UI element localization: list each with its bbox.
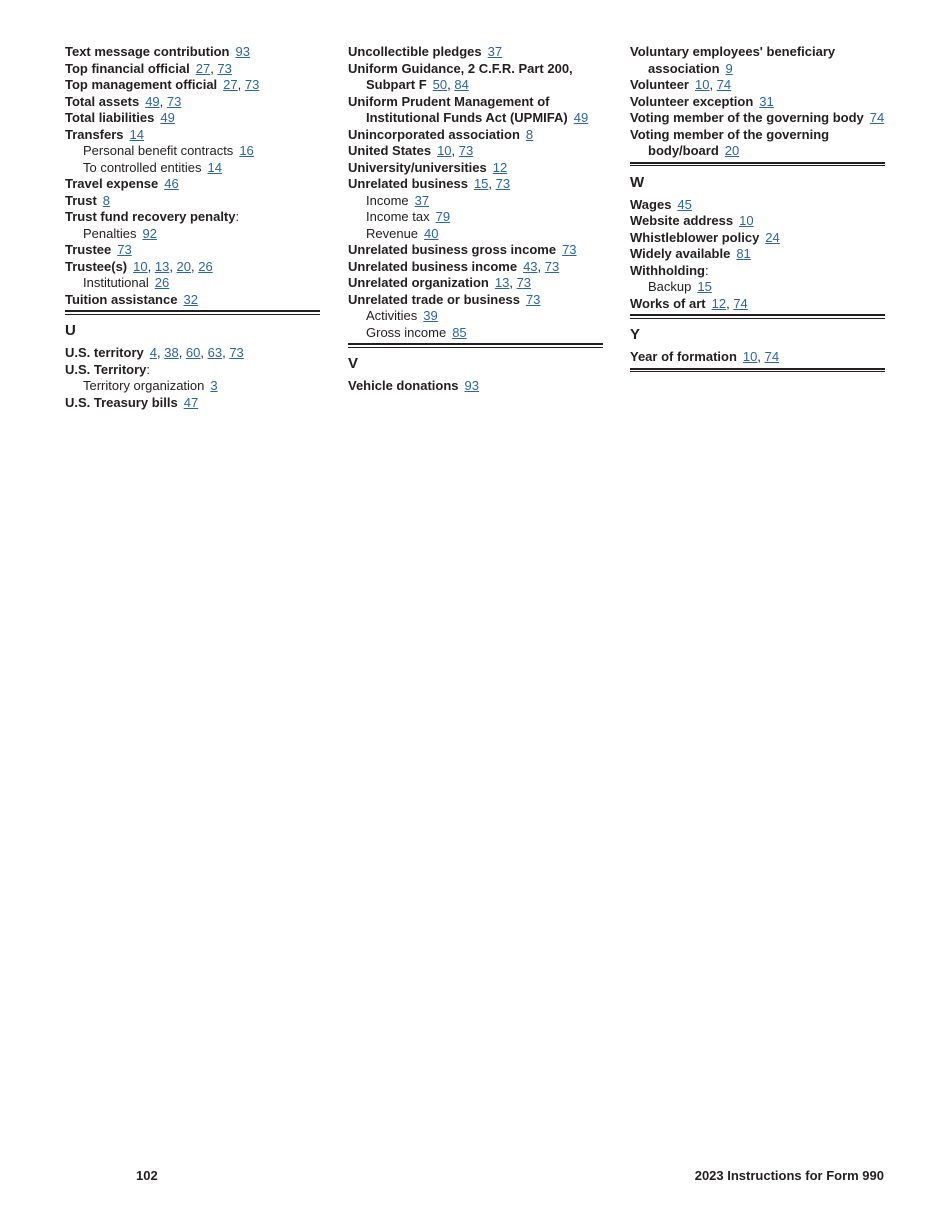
index-entry-u-s-treasury-bills bbox=[65, 395, 320, 412]
entry-term: Text message contribution bbox=[65, 44, 230, 59]
index-entry-tuition-assistance bbox=[65, 292, 320, 309]
entry-term: Transfers bbox=[65, 126, 124, 142]
entry-term: Trustee(s) bbox=[65, 258, 128, 274]
index-entry-trustee bbox=[65, 242, 320, 259]
page-link[interactable]: 12 bbox=[492, 159, 508, 175]
page-link[interactable]: 49 bbox=[160, 110, 175, 125]
page-link[interactable]: 73 bbox=[495, 176, 511, 191]
page-link[interactable]: 13 bbox=[154, 258, 170, 274]
index-column-1 bbox=[65, 44, 320, 411]
index-entry-university-universities bbox=[348, 160, 603, 177]
entry-term: Total assets bbox=[65, 93, 140, 109]
page-link[interactable]: 15 bbox=[697, 279, 712, 294]
page-number: 102 bbox=[136, 1168, 158, 1183]
page-link[interactable]: 79 bbox=[435, 209, 451, 224]
page-link[interactable]: 3 bbox=[210, 378, 218, 393]
section-rule bbox=[65, 310, 320, 318]
page-link[interactable]: 4 bbox=[149, 345, 157, 360]
entry-term: Tuition assistance bbox=[65, 291, 178, 307]
section-rule bbox=[348, 343, 603, 351]
page-link[interactable]: 63 bbox=[207, 345, 223, 360]
index-entry-voluntary-employees-beneficiary-association bbox=[630, 44, 885, 77]
entry-term: Trust bbox=[65, 192, 97, 208]
index-entry-whistleblower-policy bbox=[630, 230, 885, 247]
page-separator: , bbox=[709, 77, 717, 92]
index-subentry-revenue bbox=[348, 226, 603, 243]
page-link[interactable]: 14 bbox=[129, 126, 145, 142]
index-column-3 bbox=[630, 44, 885, 375]
page-link[interactable]: 43 bbox=[523, 258, 538, 274]
entry-term: Voluntary employees' beneficiary association bbox=[630, 44, 836, 76]
page-link[interactable]: 92 bbox=[142, 225, 157, 241]
page-link[interactable]: 60 bbox=[185, 345, 201, 360]
page-link[interactable]: 47 bbox=[183, 394, 199, 410]
entry-term: United States bbox=[348, 143, 432, 158]
page-link[interactable]: 26 bbox=[198, 258, 213, 274]
entry-term: University/universities bbox=[348, 159, 487, 175]
section-rule bbox=[630, 314, 885, 322]
entry-term: Withholding bbox=[630, 262, 705, 278]
index-entry-voting-member-of-the-governing-body bbox=[630, 110, 885, 127]
page-separator: , bbox=[726, 295, 734, 311]
entry-term: Unrelated trade or business bbox=[348, 291, 520, 307]
index-subentry-gross-income bbox=[348, 325, 603, 342]
index-entry-total-assets bbox=[65, 94, 320, 111]
page-link[interactable]: 26 bbox=[154, 275, 170, 290]
page-separator: , bbox=[169, 258, 177, 274]
page-link[interactable]: 13 bbox=[494, 275, 510, 290]
entry-term: Top financial official bbox=[65, 60, 190, 76]
index-entry-unrelated-business-income bbox=[348, 259, 603, 276]
document-title: 2023 Instructions for Form 990 bbox=[694, 1168, 884, 1183]
page-link[interactable]: 14 bbox=[207, 159, 222, 175]
entry-term: Top management official bbox=[65, 77, 218, 92]
index-entry-unrelated-organization bbox=[348, 275, 603, 292]
entry-term: U.S. territory bbox=[65, 345, 144, 360]
entry-term: Gross income bbox=[366, 324, 447, 340]
page-link[interactable]: 10 bbox=[133, 258, 148, 274]
entry-term: Income tax bbox=[366, 209, 430, 224]
entry-term: Year of formation bbox=[630, 349, 737, 364]
page-link[interactable]: 73 bbox=[525, 291, 541, 307]
page-separator: , bbox=[451, 143, 459, 158]
page-link[interactable]: 15 bbox=[473, 176, 489, 191]
index-subentry-activities bbox=[348, 308, 603, 325]
page-link[interactable]: 39 bbox=[423, 308, 438, 323]
entry-term: Voting member of the governing body/board bbox=[630, 126, 830, 158]
entry-term: Uniform Guidance, 2 C.F.R. Part 200, Subpart F bbox=[348, 60, 573, 92]
index-entry-total-liabilities bbox=[65, 110, 320, 127]
entry-term: Vehicle donations bbox=[348, 378, 459, 393]
index-entry-wages bbox=[630, 197, 885, 214]
index-column-2 bbox=[348, 44, 603, 395]
index-entry-transfers bbox=[65, 127, 320, 144]
entry-term: Unrelated business gross income bbox=[348, 242, 557, 257]
entry-term: Territory organization bbox=[83, 378, 205, 393]
index-entry-vehicle-donations bbox=[348, 378, 603, 395]
index-entry-u-s-territory bbox=[65, 345, 320, 362]
entry-term: Backup bbox=[648, 279, 692, 294]
index-subentry-to-controlled-entities bbox=[65, 160, 320, 177]
page-link[interactable]: 74 bbox=[716, 77, 732, 92]
page-link[interactable]: 38 bbox=[164, 345, 179, 360]
page-link[interactable]: 49 bbox=[145, 93, 160, 109]
section-letter-w: W bbox=[630, 173, 645, 191]
index-entry-uniform-prudent-management-of-institutional-funds-act-upmifa bbox=[348, 94, 603, 127]
page-link[interactable]: 27 bbox=[195, 60, 211, 76]
page-separator: , bbox=[178, 345, 186, 360]
page-link[interactable]: 10 bbox=[695, 77, 710, 92]
page-link[interactable]: 93 bbox=[464, 378, 479, 393]
page-link[interactable]: 73 bbox=[544, 258, 560, 274]
page-link[interactable]: 32 bbox=[183, 291, 198, 307]
entry-term: Wages bbox=[630, 196, 672, 212]
page-link[interactable]: 10 bbox=[742, 349, 758, 364]
index-entry-u-s-territory bbox=[65, 362, 320, 379]
index-entry-website-address bbox=[630, 213, 885, 230]
page-link[interactable]: 8 bbox=[525, 126, 534, 142]
entry-term: U.S. Territory bbox=[65, 361, 147, 377]
page-separator: , bbox=[159, 93, 167, 109]
page-link[interactable]: 10 bbox=[739, 213, 754, 228]
index-entry-unrelated-business bbox=[348, 176, 603, 193]
entry-term: Revenue bbox=[366, 225, 419, 241]
index-entry-top-management-official bbox=[65, 77, 320, 94]
page-link[interactable]: 73 bbox=[562, 242, 577, 257]
index-entry-trustee-s bbox=[65, 259, 320, 276]
entry-term: Volunteer exception bbox=[630, 93, 754, 109]
entry-term: Works of art bbox=[630, 295, 706, 311]
entry-term: Uniform Prudent Management of Institutional Funds Act (UPMIFA) bbox=[348, 93, 568, 125]
page-separator: , bbox=[222, 345, 230, 360]
page-link[interactable]: 20 bbox=[724, 143, 740, 158]
index-entry-uncollectible-pledges bbox=[348, 44, 603, 61]
index-subentry-backup bbox=[630, 279, 885, 296]
page-link[interactable]: 24 bbox=[765, 229, 780, 245]
page-separator: , bbox=[200, 345, 208, 360]
page-separator: , bbox=[537, 258, 545, 274]
page-link[interactable]: 85 bbox=[452, 324, 467, 340]
index-entry-works-of-art bbox=[630, 296, 885, 313]
index-subentry-income bbox=[348, 193, 603, 210]
entry-term: Whistleblower policy bbox=[630, 229, 760, 245]
page-link[interactable]: 73 bbox=[229, 345, 244, 360]
index-entry-unincorporated-association bbox=[348, 127, 603, 144]
entry-term: Unrelated business income bbox=[348, 258, 518, 274]
entry-term: Personal benefit contracts bbox=[83, 143, 234, 158]
page-link[interactable]: 9 bbox=[725, 60, 733, 76]
entry-term: Institutional bbox=[83, 275, 149, 290]
page-separator: , bbox=[509, 275, 517, 290]
page-link[interactable]: 73 bbox=[516, 275, 532, 290]
page-link[interactable]: 45 bbox=[677, 196, 692, 212]
entry-term: Voting member of the governing body bbox=[630, 110, 864, 125]
page-separator: , bbox=[191, 258, 199, 274]
entry-term: Travel expense bbox=[65, 176, 159, 191]
page-separator: , bbox=[210, 60, 218, 76]
entry-colon: : bbox=[146, 361, 151, 377]
index-subentry-personal-benefit-contracts bbox=[65, 143, 320, 160]
page-link[interactable]: 10 bbox=[437, 143, 452, 158]
page-link[interactable]: 46 bbox=[164, 176, 179, 191]
entry-term: Income bbox=[366, 192, 409, 208]
entry-term: Widely available bbox=[630, 246, 731, 261]
index-entry-volunteer bbox=[630, 77, 885, 94]
index-subentry-territory-organization bbox=[65, 378, 320, 395]
page-link[interactable]: 74 bbox=[869, 110, 885, 125]
page-link[interactable]: 16 bbox=[239, 143, 254, 158]
page-link[interactable]: 31 bbox=[759, 93, 774, 109]
index-entry-top-financial-official bbox=[65, 61, 320, 78]
page-link[interactable]: 93 bbox=[235, 44, 250, 59]
section-letter-y: Y bbox=[630, 326, 641, 343]
entry-term: Penalties bbox=[83, 225, 137, 241]
page-link[interactable]: 73 bbox=[166, 93, 182, 109]
page-separator: , bbox=[488, 176, 496, 191]
page-link[interactable]: 73 bbox=[244, 77, 260, 92]
page-link[interactable]: 27 bbox=[223, 77, 238, 92]
page-separator: , bbox=[237, 77, 245, 92]
page-link[interactable]: 81 bbox=[736, 246, 751, 261]
entry-term: Activities bbox=[366, 308, 418, 323]
index-subentry-income-tax bbox=[348, 209, 603, 226]
entry-term: Trustee bbox=[65, 242, 112, 257]
page-separator: , bbox=[147, 258, 155, 274]
index-entry-text-message-contribution bbox=[65, 44, 320, 61]
index-entry-unrelated-business-gross-income bbox=[348, 242, 603, 259]
entry-term: Unincorporated association bbox=[348, 126, 520, 142]
index-subentry-penalties bbox=[65, 226, 320, 243]
page-link[interactable]: 84 bbox=[454, 77, 469, 92]
page-link[interactable]: 50 bbox=[432, 77, 448, 92]
entry-colon: : bbox=[704, 262, 709, 278]
entry-term: Uncollectible pledges bbox=[348, 44, 482, 59]
index-entry-unrelated-trade-or-business bbox=[348, 292, 603, 309]
page-link[interactable]: 20 bbox=[176, 258, 192, 274]
page-link[interactable]: 73 bbox=[117, 242, 132, 257]
section-rule bbox=[630, 162, 885, 170]
entry-term: To controlled entities bbox=[83, 159, 202, 175]
entry-term: U.S. Treasury bills bbox=[65, 394, 178, 410]
section-letter-v: V bbox=[348, 355, 359, 372]
entry-term: Website address bbox=[630, 213, 734, 228]
index-entry-uniform-guidance-2-c-f-r-part-200-subpart-f bbox=[348, 61, 603, 94]
page-separator: , bbox=[156, 345, 165, 360]
entry-term: Volunteer bbox=[630, 77, 689, 92]
page-link[interactable]: 73 bbox=[217, 60, 232, 76]
index-entry-volunteer-exception bbox=[630, 94, 885, 111]
index-subentry-institutional bbox=[65, 275, 320, 292]
entry-colon: : bbox=[235, 209, 240, 224]
index-entry-trust-fund-recovery-penalty bbox=[65, 209, 320, 226]
index-entry-trust bbox=[65, 193, 320, 210]
section-letter-u: U bbox=[65, 322, 76, 339]
index-entry-voting-member-of-the-governing-body-board bbox=[630, 127, 885, 160]
page-link[interactable]: 73 bbox=[458, 143, 474, 158]
index-entry-withholding bbox=[630, 263, 885, 280]
entry-term: Unrelated organization bbox=[348, 275, 489, 290]
page-link[interactable]: 74 bbox=[733, 295, 748, 311]
index-entry-year-of-formation bbox=[630, 349, 885, 366]
entry-term: Trust fund recovery penalty bbox=[65, 209, 236, 224]
page-separator: , bbox=[757, 349, 765, 364]
index-entry-widely-available bbox=[630, 246, 885, 263]
index-entry-united-states bbox=[348, 143, 603, 160]
page-link[interactable]: 40 bbox=[424, 225, 439, 241]
page-link[interactable]: 12 bbox=[711, 295, 727, 311]
index-entry-travel-expense bbox=[65, 176, 320, 193]
page-link[interactable]: 8 bbox=[102, 192, 111, 208]
entry-term: Total liabilities bbox=[65, 110, 155, 125]
page-link[interactable]: 74 bbox=[764, 349, 780, 364]
page-separator: , bbox=[447, 77, 455, 92]
entry-term: Unrelated business bbox=[348, 176, 468, 191]
page-link[interactable]: 37 bbox=[487, 44, 503, 59]
page-link[interactable]: 49 bbox=[573, 110, 589, 125]
page-link[interactable]: 37 bbox=[414, 192, 430, 208]
end-rule bbox=[630, 368, 885, 375]
